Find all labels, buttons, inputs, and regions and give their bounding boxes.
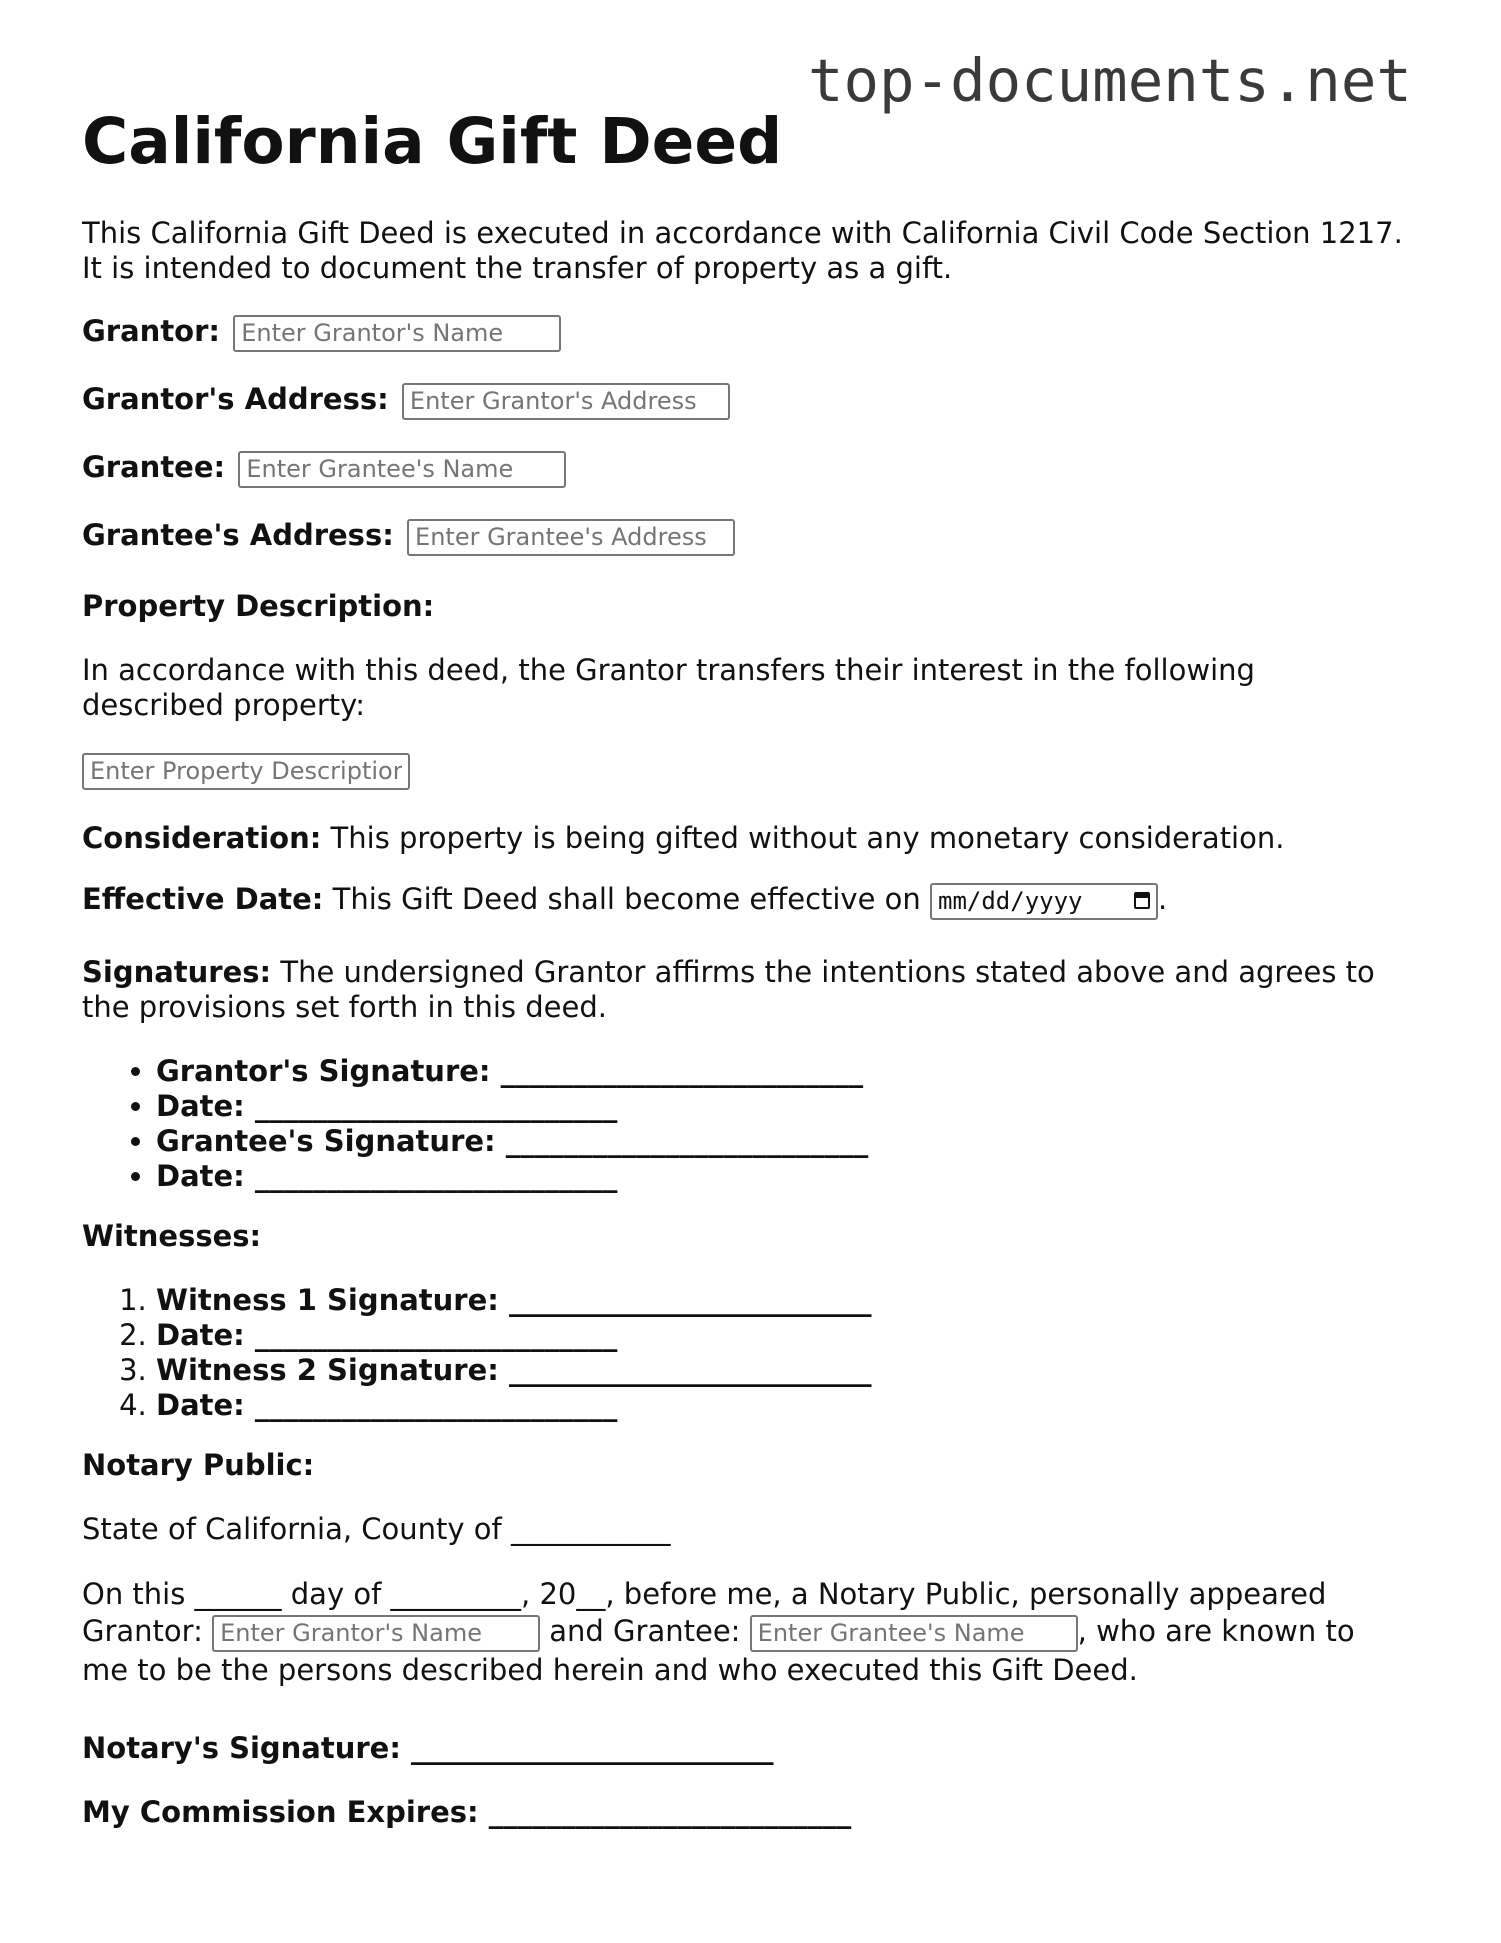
notary-signature-label: Notary's Signature: (82, 1731, 401, 1765)
signatures-paragraph (82, 955, 1412, 1025)
commission-label: My Commission Expires: (82, 1795, 479, 1829)
grantee-address-input[interactable] (407, 519, 735, 556)
witnesses-heading: Witnesses: (82, 1219, 262, 1253)
intro-text: This California Gift Deed is executed in accordance with California Civil Code Section 1217. It is intended to document the transfer of property as a gift. (82, 216, 1403, 285)
commission-row (82, 1795, 1422, 1830)
grantee-date-label: Date: (156, 1159, 245, 1193)
signatures-text: The undersigned Grantor affirms the intentions stated above and agrees to the provisions set forth in this deed. (82, 955, 1375, 1024)
consideration-text: This property is being gifted without any monetary consideration. (321, 821, 1285, 855)
list-item (156, 1283, 1422, 1318)
effective-date-text: This Gift Deed shall become effective on (323, 882, 930, 916)
grantee-name-input[interactable] (238, 451, 566, 488)
list-item (156, 1159, 1422, 1194)
grantor-signature-label: Grantor's Signature: (156, 1054, 491, 1088)
effective-date-period: . (1158, 882, 1168, 916)
grantee-signature-line: _________________________ (495, 1124, 869, 1158)
grantor-address-row (82, 382, 1422, 420)
notary-grantee-name-input[interactable] (750, 1615, 1078, 1652)
page-title: California Gift Deed (82, 105, 783, 178)
effective-date-label: Effective Date: (82, 882, 324, 916)
list-item (156, 1318, 1422, 1353)
effective-date-row (82, 882, 1422, 920)
notary-appear-text-1: On this ______ day of _________, 20__, before me, a Notary Public, personally appeared Grantor: (82, 1577, 1327, 1648)
witness-list (82, 1283, 1422, 1423)
grantor-address-input[interactable] (402, 383, 730, 420)
commission-line: _________________________ (478, 1795, 852, 1829)
notary-heading: Notary Public: (82, 1448, 315, 1482)
grantee-address-label: Grantee's Address: (82, 518, 394, 552)
property-row (82, 752, 1422, 790)
notary-appear-text-2: and Grantee: (540, 1614, 750, 1648)
notary-county-line: State of California, County of ___________ (82, 1512, 671, 1546)
witness2-date-line: _________________________ (244, 1388, 618, 1422)
witness1-date-line: _________________________ (244, 1318, 618, 1352)
grantee-label: Grantee: (82, 450, 226, 484)
grantor-address-label: Grantor's Address: (82, 382, 389, 416)
notary-signature-line: _________________________ (400, 1731, 774, 1765)
list-item (156, 1353, 1422, 1388)
witness1-signature-label: Witness 1 Signature: (156, 1283, 499, 1317)
notary-signature-row (82, 1731, 1422, 1766)
grantor-date-line: _________________________ (244, 1089, 618, 1123)
grantee-row (82, 450, 1422, 488)
grantor-name-input[interactable] (233, 315, 561, 352)
grantee-signature-label: Grantee's Signature: (156, 1124, 496, 1158)
grantor-label: Grantor: (82, 314, 221, 348)
grantor-date-label: Date: (156, 1089, 245, 1123)
property-description-input[interactable] (82, 753, 410, 790)
grantor-row (82, 314, 1422, 352)
watermark: top-documents.net (808, 46, 1412, 115)
witness2-date-label: Date: (156, 1388, 245, 1422)
grantee-address-row (82, 518, 1422, 556)
intro-paragraph (82, 216, 1422, 286)
property-heading: Property Description: (82, 589, 435, 623)
date-placeholder: mm/dd/yyyy (938, 886, 1083, 915)
list-item (156, 1124, 1422, 1159)
notary-appearance-paragraph (82, 1576, 1402, 1689)
list-item (156, 1089, 1422, 1124)
grantee-date-line: _________________________ (244, 1159, 618, 1193)
witness2-signature-label: Witness 2 Signature: (156, 1353, 499, 1387)
property-text: In accordance with this deed, the Grantor transfers their interest in the following described property: (82, 653, 1255, 722)
signatures-label: Signatures: (82, 955, 272, 989)
notary-appear-text-3: , who are known to me to be the persons described herein and who executed this Gift Deed. (82, 1614, 1355, 1687)
effective-date-input[interactable] (930, 883, 1158, 920)
calendar-icon[interactable] (1134, 892, 1150, 909)
notary-grantor-name-input[interactable] (212, 1615, 540, 1652)
consideration-row (82, 821, 1422, 856)
witness2-signature-line: _________________________ (498, 1353, 872, 1387)
list-item (156, 1388, 1422, 1423)
consideration-label: Consideration: (82, 821, 322, 855)
witness1-date-label: Date: (156, 1318, 245, 1352)
grantor-signature-line: _________________________ (490, 1054, 864, 1088)
list-item (156, 1054, 1422, 1089)
witness1-signature-line: _________________________ (498, 1283, 872, 1317)
signature-list (82, 1054, 1422, 1194)
